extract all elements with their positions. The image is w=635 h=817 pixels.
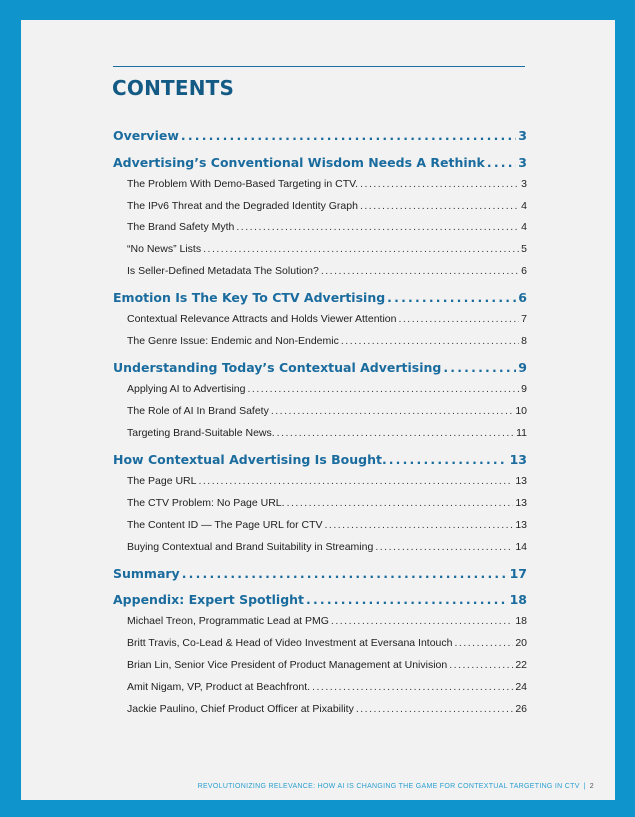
toc-entry-label: Jackie Paulino, Chief Product Officer at Pixability [127,703,354,715]
toc-entry-label: Contextual Relevance Attracts and Holds Viewer Attention [127,313,397,325]
toc-section-entry[interactable] [113,566,527,581]
toc-entry-label: How Contextual Advertising Is Bought. [113,452,387,467]
toc-subsection-entry[interactable] [127,383,527,395]
toc-section-entry[interactable] [113,360,527,375]
toc-entry-page-number: 20 [515,637,527,649]
toc-dot-leader [248,383,520,395]
toc-dot-leader [236,221,519,233]
toc-dot-leader [321,265,519,277]
toc-entry-page-number: 9 [521,383,527,395]
toc-entry-label: Britt Travis, Co-Lead & Head of Video Investment at Eversana Intouch [127,637,453,649]
toc-dot-leader [182,566,508,581]
toc-entry-label: Summary [113,566,180,581]
page-footer [198,783,594,790]
toc-subsection-entry[interactable] [127,541,527,553]
toc-dot-leader [356,703,513,715]
toc-dot-leader [375,541,513,553]
toc-entry-label: The Problem With Demo-Based Targeting in CTV. [127,178,359,190]
toc-dot-leader [325,519,514,531]
toc-entry-page-number: 10 [515,405,527,417]
footer-separator: | [583,783,586,790]
toc-entry-page-number: 18 [515,615,527,627]
toc-entry-page-number: 3 [518,128,527,143]
toc-entry-label: Overview [113,128,179,143]
toc-entry-page-number: 24 [515,681,527,693]
toc-subsection-entry[interactable] [127,313,527,325]
toc-entry-page-number: 26 [515,703,527,715]
toc-entry-page-number: 4 [521,200,527,212]
toc-dot-leader [398,313,519,325]
toc-entry-page-number: 22 [515,659,527,671]
toc-subsection-entry[interactable] [127,200,527,212]
toc-entry-page-number: 7 [521,313,527,325]
toc-entry-page-number: 6 [518,290,527,305]
toc-dot-leader [271,405,513,417]
toc-subsection-entry[interactable] [127,405,527,417]
toc-entry-page-number: 3 [518,155,527,170]
toc-dot-leader [360,200,519,212]
toc-entry-label: Brian Lin, Senior Vice President of Product Management at Univision [127,659,448,671]
toc-entry-label: Amit Nigam, VP, Product at Beachfront. [127,681,311,693]
toc-entry-page-number: 18 [509,592,527,607]
toc-subsection-entry[interactable] [127,178,527,190]
toc-dot-leader [454,637,513,649]
toc-entry-page-number: 13 [515,497,527,509]
toc-subsection-entry[interactable] [127,637,527,649]
toc-dot-leader [387,290,516,305]
toc-entry-page-number: 3 [521,178,527,190]
toc-dot-leader [287,497,514,509]
toc-subsection-entry[interactable] [127,335,527,347]
toc-dot-leader [389,452,508,467]
toc-entry-label: The Content ID — The Page URL for CTV [127,519,323,531]
toc-entry-label: The Brand Safety Myth [127,221,235,233]
toc-entry-page-number: 13 [515,475,527,487]
toc-entry-label: Advertising’s Conventional Wisdom Needs A Rethink [113,155,485,170]
toc-entry-page-number: 13 [515,519,527,531]
toc-dot-leader [306,592,508,607]
toc-dot-leader [443,360,516,375]
toc-subsection-entry[interactable] [127,615,527,627]
toc-dot-leader [198,475,513,487]
toc-entry-label: Targeting Brand-Suitable News. [127,427,275,439]
toc-entry-page-number: 11 [516,427,527,439]
page-title: CONTENTS [112,76,235,100]
toc-entry-page-number: 9 [518,360,527,375]
toc-entry-label: “No News” Lists [127,243,202,255]
toc-section-entry[interactable] [113,155,527,170]
toc-entry-label: Michael Treon, Programmatic Lead at PMG [127,615,329,627]
toc-subsection-entry[interactable] [127,265,527,277]
toc-dot-leader [331,615,513,627]
toc-subsection-entry[interactable] [127,497,527,509]
toc-dot-leader [181,128,516,143]
toc-section-entry[interactable] [113,128,527,143]
toc-entry-page-number: 8 [521,335,527,347]
document-page [21,20,615,800]
toc-dot-leader [487,155,516,170]
toc-entry-page-number: 4 [521,221,527,233]
toc-entry-label: Appendix: Expert Spotlight [113,592,305,607]
toc-subsection-entry[interactable] [127,475,527,487]
toc-entry-label: The Genre Issue: Endemic and Non-Endemic [127,335,339,347]
toc-entry-page-number: 13 [509,452,527,467]
toc-dot-leader [277,427,514,439]
toc-subsection-entry[interactable] [127,519,527,531]
toc-entry-label: Emotion Is The Key To CTV Advertising [113,290,386,305]
toc-subsection-entry[interactable] [127,659,527,671]
toc-entry-label: The Role of AI In Brand Safety [127,405,269,417]
toc-dot-leader [203,243,519,255]
toc-section-entry[interactable] [113,290,527,305]
footer-title: REVOLUTIONIZING RELEVANCE: HOW AI IS CHANGING THE GAME FOR CONTEXTUAL TARGETING IN CTV [197,783,580,790]
toc-dot-leader [312,681,513,693]
toc-section-entry[interactable] [113,452,527,467]
toc-entry-page-number: 5 [521,243,527,255]
toc-dot-leader [449,659,513,671]
toc-entry-page-number: 17 [509,566,527,581]
toc-entry-label: Applying AI to Advertising [127,383,246,395]
toc-subsection-entry[interactable] [127,427,527,439]
toc-subsection-entry[interactable] [127,243,527,255]
toc-subsection-entry[interactable] [127,703,527,715]
toc-dot-leader [341,335,519,347]
footer-page-number: 2 [589,783,594,790]
toc-dot-leader [360,178,519,190]
top-rule [113,66,525,67]
toc-entry-label: The IPv6 Threat and the Degraded Identity Graph [127,200,358,212]
toc-subsection-entry[interactable] [127,221,527,233]
toc-entry-page-number: 14 [515,541,527,553]
toc-subsection-entry[interactable] [127,681,527,693]
toc-entry-label: Buying Contextual and Brand Suitability in Streaming [127,541,374,553]
toc-entry-label: Is Seller-Defined Metadata The Solution? [127,265,319,277]
toc-section-entry[interactable] [113,592,527,607]
toc-entry-label: The CTV Problem: No Page URL. [127,497,285,509]
toc-entry-page-number: 6 [521,265,527,277]
toc-entry-label: The Page URL [127,475,197,487]
toc-entry-label: Understanding Today’s Contextual Advertising [113,360,442,375]
